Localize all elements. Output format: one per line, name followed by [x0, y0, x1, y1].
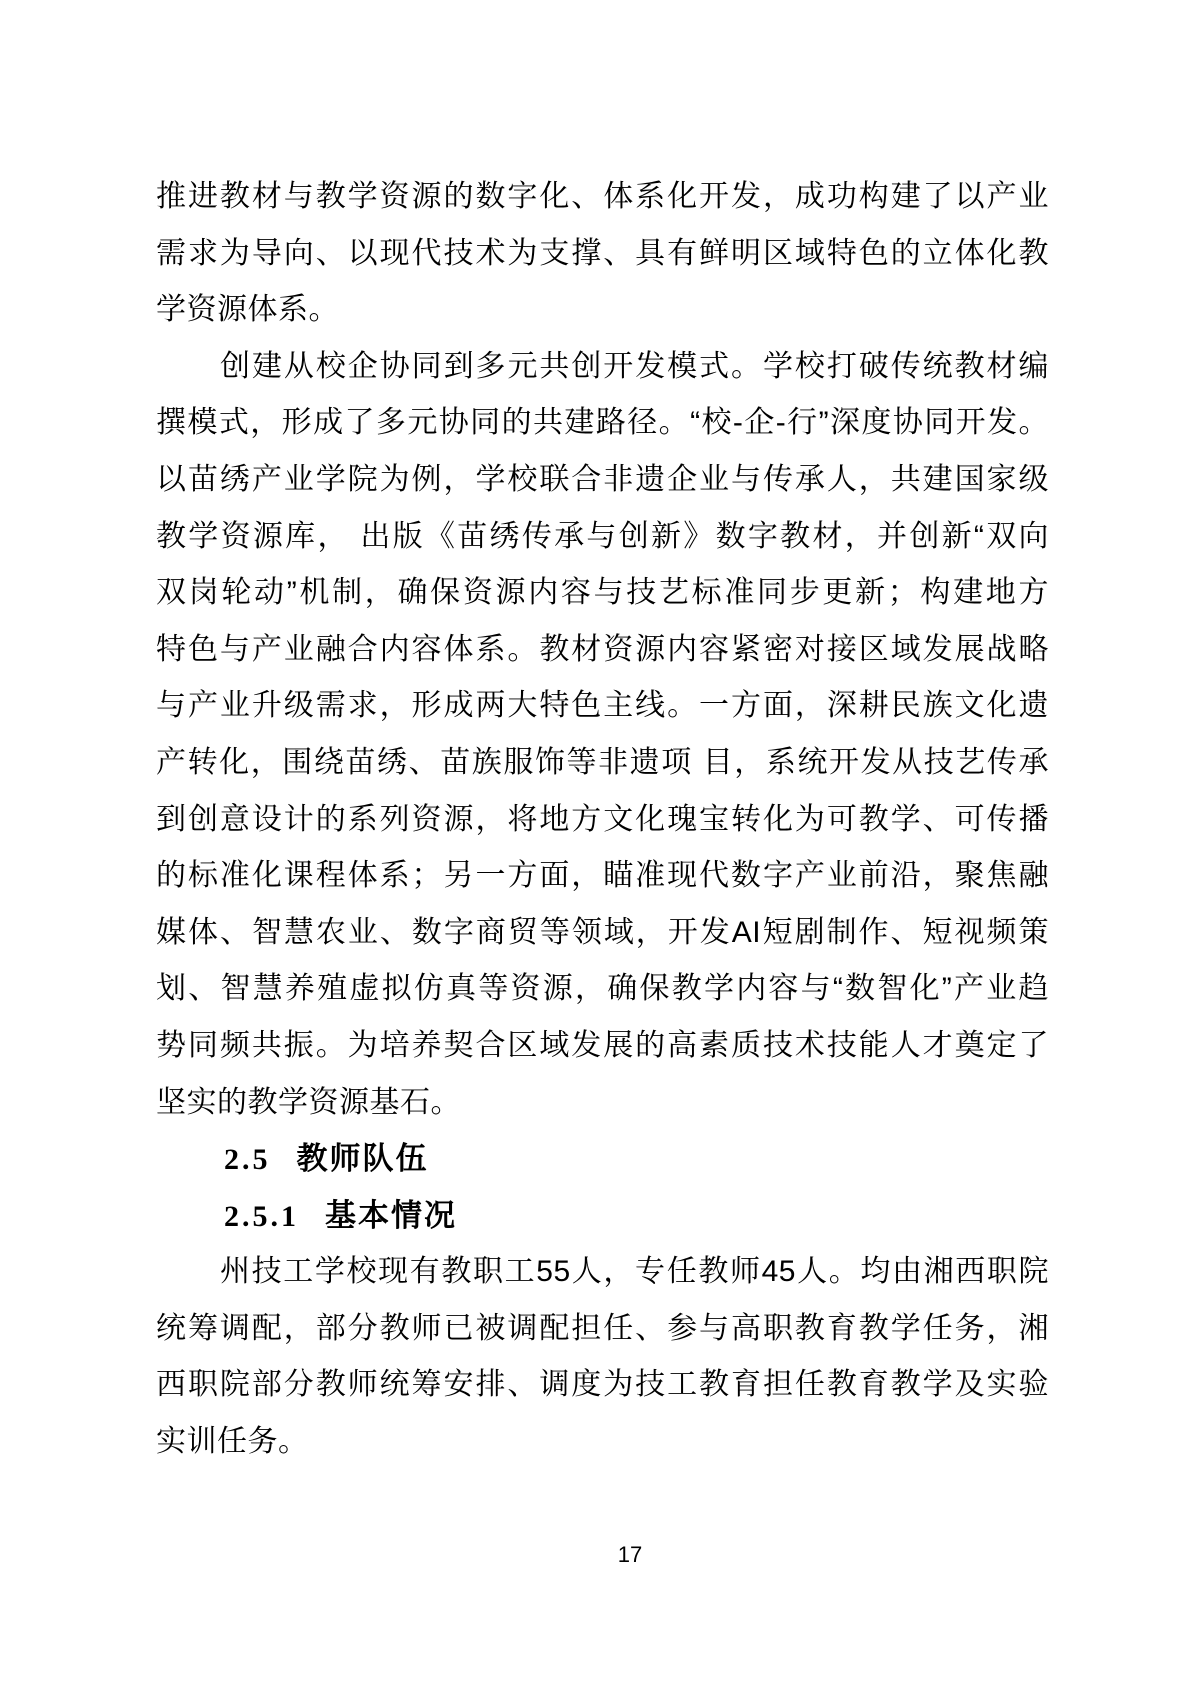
heading-2-5-1-basic-situation: [156, 1188, 1049, 1245]
text-line: 教学资源库， 出版《苗绣传承与创新》数字教材，并创新“双向: [156, 519, 1049, 553]
paragraph-codevelopment-model: [156, 339, 1049, 1131]
heading-2-5-number: 2.5: [224, 1143, 271, 1177]
text-line: 与产业升级需求，形成两大特色主线。一方面，深耕民族文化遗: [156, 689, 1049, 723]
text-line: 实训任务。: [156, 1425, 309, 1459]
text-line: 双岗轮动”机制，确保资源内容与技艺标准同步更新；构建地方: [156, 576, 1049, 610]
text-line: 媒体、智慧农业、数字商贸等领域，开发AI短剧制作、短视频策: [156, 915, 1049, 949]
text-line: 特色与产业融合内容体系。教材资源内容紧密对接区域发展战略: [156, 632, 1049, 666]
text-line: 到创意设计的系列资源，将地方文化瑰宝转化为可教学、可传播: [156, 802, 1049, 836]
text-line: 统筹调配，部分教师已被调配担任、参与高职教育教学任务，湘: [156, 1311, 1049, 1345]
text-line: 撰模式，形成了多元协同的共建路径。“校-企-行”深度协同开发。: [156, 406, 1049, 440]
text-line: 州技工学校现有教职工55人，专任教师45人。均由湘西职院: [220, 1255, 1049, 1289]
text-line: 坚实的教学资源基石。: [156, 1085, 461, 1119]
heading-2-5-teachers: [156, 1131, 1049, 1188]
text-line: 西职院部分教师统筹安排、调度为技工教育担任教育教学及实验: [156, 1368, 1049, 1402]
text-line: 的标准化课程体系；另一方面，瞄准现代数字产业前沿，聚焦融: [156, 859, 1049, 893]
text-line: 以苗绣产业学院为例，学校联合非遗企业与传承人，共建国家级: [156, 462, 1049, 496]
text-line: 推进教材与教学资源的数字化、体系化开发，成功构建了以产业: [156, 180, 1049, 213]
text-line: 创建从校企协同到多元共创开发模式。学校打破传统教材编: [220, 349, 1049, 383]
document-body: [156, 169, 1049, 1471]
text-line: 势同频共振。为培养契合区域发展的高素质技术技能人才奠定了: [156, 1028, 1049, 1062]
heading-2-5-1-title: 基本情况: [325, 1197, 457, 1233]
heading-2-5-title: 教师队伍: [296, 1141, 429, 1177]
text-line: 学资源体系。: [156, 293, 339, 327]
heading-2-5-1-number: 2.5.1: [224, 1199, 299, 1233]
text-line: 产转化，围绕苗绣、苗族服饰等非遗项 目，系统开发从技艺传承: [156, 745, 1049, 779]
text-line: 划、智慧养殖虚拟仿真等资源，确保教学内容与“数智化”产业趋: [156, 972, 1049, 1006]
text-line: 需求为导向、以现代技术为支撑、具有鲜明区域特色的立体化教: [156, 236, 1049, 270]
page-number: 17: [617, 1542, 643, 1567]
paragraph-staff-overview: [156, 1244, 1049, 1470]
paragraph-resources-conclusion: [156, 169, 1049, 339]
